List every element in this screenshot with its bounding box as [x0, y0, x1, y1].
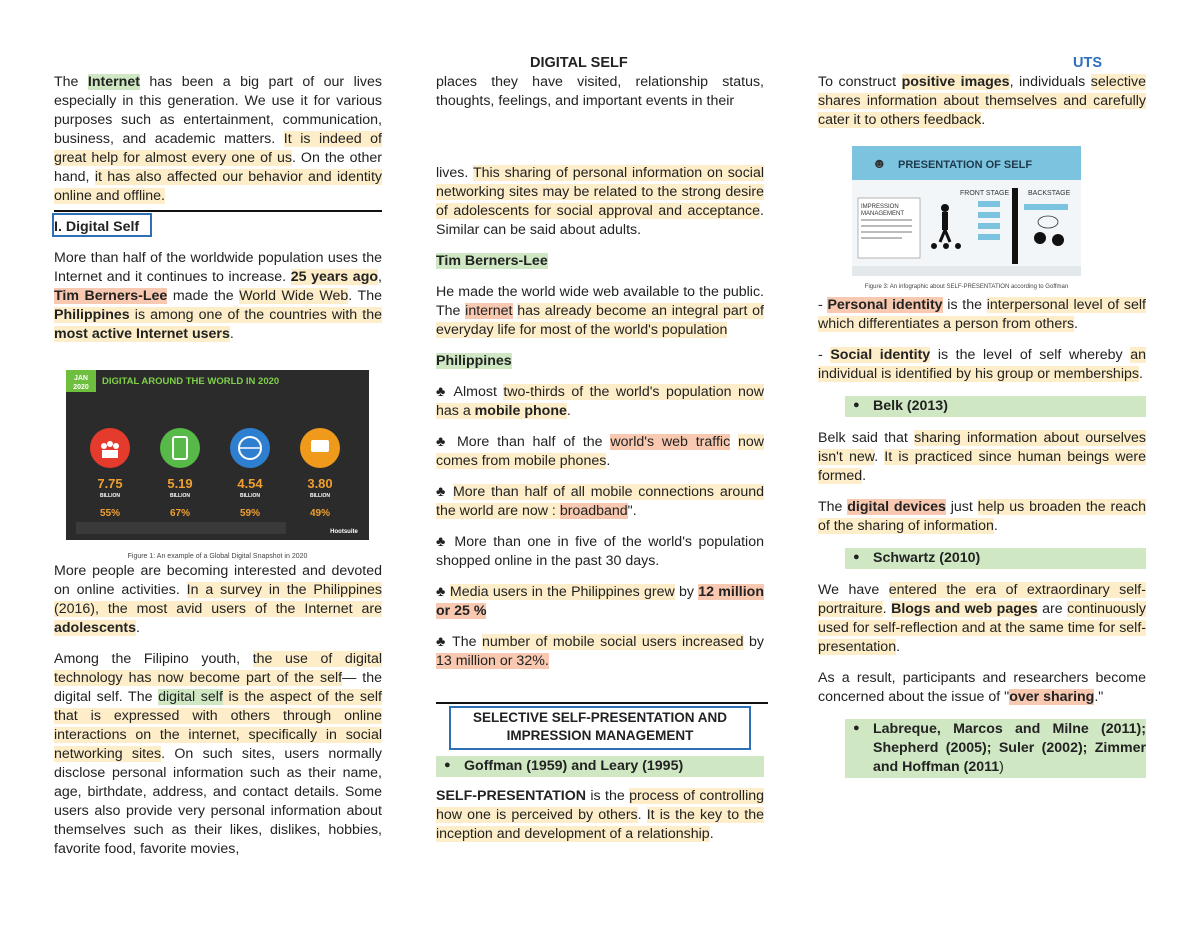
- front-stage-label: FRONT STAGE: [960, 190, 1010, 197]
- section-heading: I. Digital Self: [54, 219, 140, 235]
- stat-bullet: ♣ Media users in the Philippines grew by 12 million or 25 %: [436, 584, 764, 619]
- heading-tim-berners-lee: Tim Berners-Lee: [436, 253, 548, 269]
- year-label: 2020: [73, 384, 89, 391]
- stat-pct: 59%: [239, 508, 261, 519]
- paragraph-belk: Belk said that sharing information about ourselves isn't new. It is practiced since human beings were formed.: [818, 430, 1146, 484]
- svg-text:IMPRESSION: IMPRESSION: [861, 204, 899, 210]
- stat-value: 5.19: [167, 476, 193, 491]
- reference-schwartz: ● Schwartz (2010): [845, 548, 1146, 569]
- reference-list: ● Labreque, Marcos and Milne (2011); Shepherd (2005); Suler (2002); Zimmer and Hoffman (2011): [845, 719, 1146, 778]
- divider-line: [54, 210, 382, 212]
- paragraph-sharing: lives. This sharing of personal information on social networking sites may be related to the strong desire of adolescents for social approval and acceptance. Similar can be said about adults.: [436, 165, 764, 238]
- backstage-label: BACKSTAGE: [1028, 190, 1071, 197]
- svg-text:MANAGEMENT: MANAGEMENT: [861, 211, 905, 217]
- figure-title: DIGITAL AROUND THE WORLD IN 2020: [102, 376, 280, 387]
- mobile-icon: [160, 428, 200, 468]
- paragraph-www: He made the world wide web available to the public. The internet has already become an integral part of everyday life for most of the world's population: [436, 284, 764, 338]
- stat-unit: BILLION: [310, 493, 330, 499]
- intro-paragraph: The Internet has been a big part of our lives especially in this generation. We use it for various purposes such as entertainment, communication, business, and academic matters. It is indeed of great help for almost every one of us. On the other hand, it has also affected our behavior and identity online and offline.: [54, 74, 382, 204]
- figure-3-title: PRESENTATION OF SELF: [898, 159, 1033, 171]
- stat-pct: 67%: [169, 508, 191, 519]
- stat-unit: BILLION: [100, 493, 120, 499]
- subject-tag: UTS: [1073, 55, 1102, 71]
- theatre-masks-icon: ☻: [872, 155, 887, 171]
- stat-bullet: ♣ More than half of the world's web traffic now comes from mobile phones.: [436, 434, 765, 469]
- divider-line: [436, 702, 768, 704]
- stat-bullet: ♣ Almost two-thirds of the world's population now has a mobile phone.: [436, 384, 764, 419]
- jan-label: JAN: [73, 375, 89, 382]
- stat-bullet: ♣ More than half of all mobile connections around the world are now : broadband".: [436, 484, 764, 519]
- figure-3-caption: Figure 3: An infographic about SELF-PRESENTATION according to Goffman: [864, 284, 1069, 290]
- paragraph-continued: places they have visited, relationship status, thoughts, feelings, and important events in their: [436, 74, 764, 109]
- column-2: [436, 73, 764, 683]
- stat-bullet: ♣ More than one in five of the world's population shopped online in the past 30 days.: [436, 534, 764, 569]
- stat-unit: BILLION: [170, 493, 190, 499]
- stat-value: 7.75: [97, 476, 123, 491]
- stat-pct: 49%: [309, 508, 331, 519]
- reference-belk: ● Belk (2013): [845, 396, 1146, 417]
- paragraph-schwartz: We have entered the era of extraordinary self-portraiture. Blogs and web pages are continuously used for self-reflection and at the same time for self-presentation.: [818, 582, 1146, 655]
- column-3-top: [818, 73, 1146, 142]
- reference-goffman-leary: ● Goffman (1959) and Leary (1995): [436, 756, 764, 777]
- page-title: DIGITAL SELF: [530, 55, 628, 71]
- paragraph-self-presentation: SELF-PRESENTATION is the process of controlling how one is perceived by others. It is the key to the inception and development of a relationship.: [436, 788, 764, 842]
- paragraph-digital-devices: The digital devices just help us broaden the reach of the sharing of information.: [818, 499, 1146, 534]
- column-3-bottom: [818, 296, 1146, 790]
- paragraph-digital-self: Among the Filipino youth, the use of digital technology has now become part of the self— the digital self. The digital self is the aspect of the self that is expressed with others through online interactions on the internet, specifically in social networking sites. On such sites, users normally disclose personal information such as their name, age, birthdate, address, and contact details. Some users also provide very personal information about themselves such as their likes, dislikes, hobbies, favorite food, favorite movies,: [54, 651, 383, 857]
- stat-value: 3.80: [307, 476, 333, 491]
- paragraph-survey: More people are becoming interested and devoted on online activities. In a survey in the Philippines (2016), the most avid users of the Internet are adolescents.: [54, 563, 382, 636]
- paragraph-personal-identity: - Personal identity is the interpersonal level of self which differentiates a person from others.: [818, 297, 1147, 332]
- text-box-outline: [52, 213, 152, 237]
- paragraph-over-sharing: As a result, participants and researchers become concerned about the issue of "over sharing.": [818, 670, 1146, 705]
- stat-value: 4.54: [237, 476, 263, 491]
- stat-bullet: ♣ The number of mobile social users increased by 13 million or 32%.: [436, 634, 764, 669]
- presentation-of-self-figure: [852, 146, 1081, 276]
- stat-unit: BILLION: [240, 493, 260, 499]
- heading-philippines: Philippines: [436, 353, 512, 369]
- selective-self-presentation-heading: SELECTIVE SELF-PRESENTATION AND IMPRESSION MANAGEMENT: [472, 710, 727, 743]
- paragraph-social-identity: - Social identity is the level of self whereby an individual is identified by his group or memberships.: [818, 347, 1146, 382]
- section-heading-box: [449, 706, 751, 750]
- stat-pct: 55%: [99, 508, 121, 519]
- digital-snapshot-figure: [66, 370, 369, 540]
- population-icon: [90, 428, 130, 468]
- figure-1-caption: Figure 1: An example of a Global Digital Snapshot in 2020: [127, 553, 308, 560]
- paragraph-population: More than half of the worldwide population uses the Internet and it continues to increase. 25 years ago, Tim Berners-Lee made the World Wide Web. The Philippines is among one of the countries with the most active Internet users.: [54, 250, 382, 342]
- hootsuite-logo: Hootsuite: [330, 529, 358, 535]
- paragraph-positive-images: To construct positive images, individuals selective shares information about themselves and carefully cater it to others feedback.: [818, 74, 1146, 128]
